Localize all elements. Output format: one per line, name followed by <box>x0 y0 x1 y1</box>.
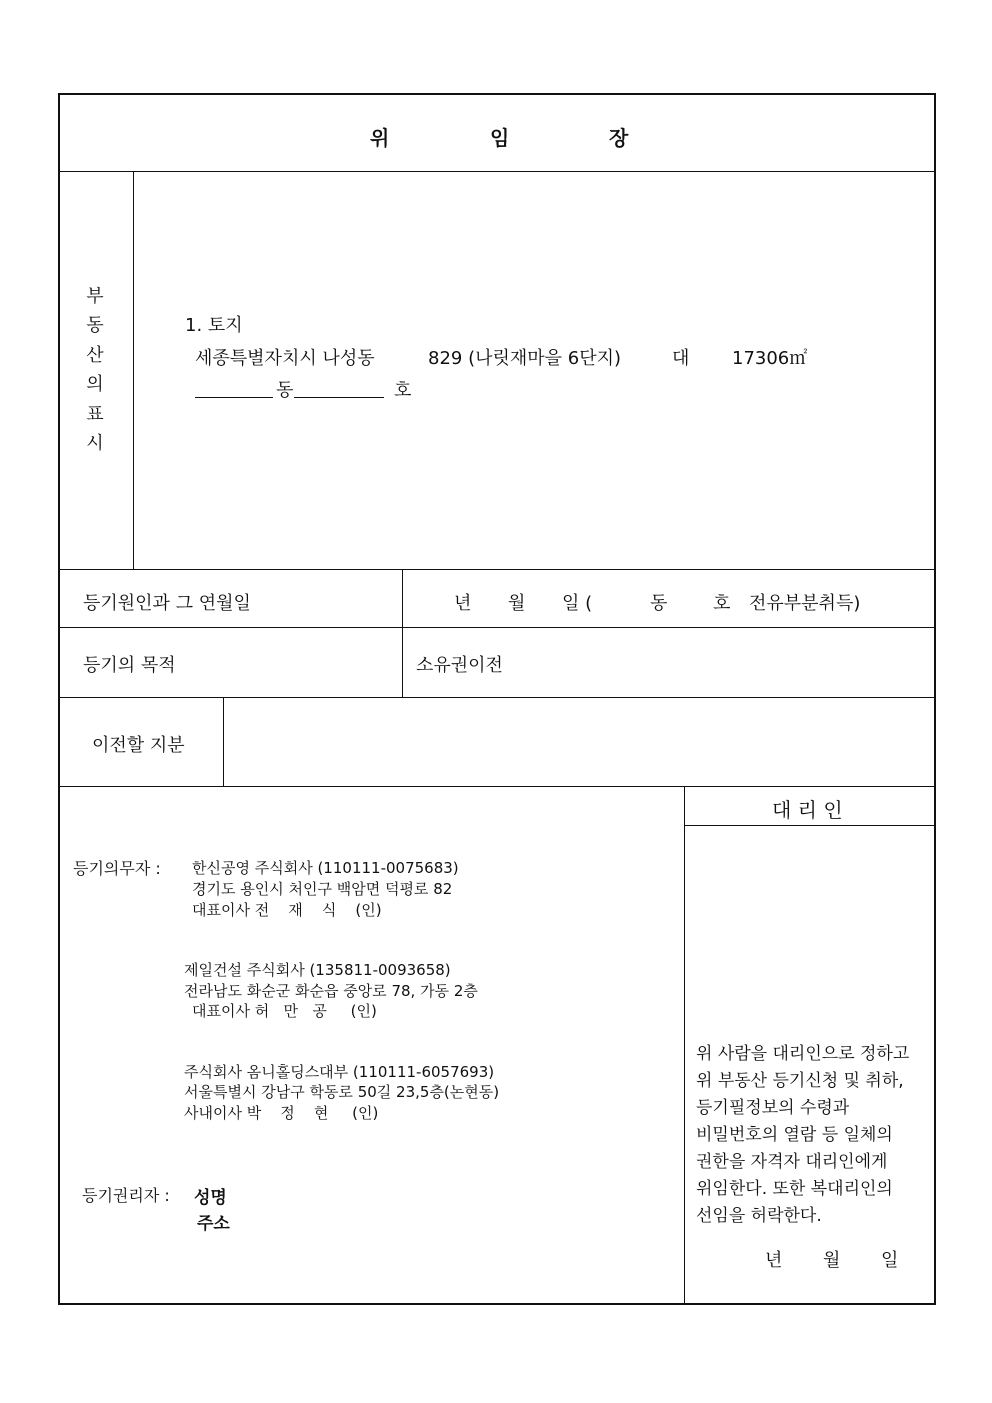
divider <box>402 569 403 697</box>
dong-blank[interactable] <box>195 379 273 398</box>
statement-line: 위 부동산 등기신청 및 취하, <box>696 1071 904 1091</box>
page-title-char-3: 장 <box>609 126 629 150</box>
statement-line: 등기필정보의 수령과 <box>696 1098 850 1118</box>
agent-header: 대 리 인 <box>772 798 843 822</box>
agent-date-day: 일 <box>881 1250 899 1271</box>
statement-line: 선임을 허락한다. <box>696 1206 822 1226</box>
statement-line: 권한을 자격자 대리인에게 <box>696 1152 888 1172</box>
divider <box>58 569 934 570</box>
share-label: 이전할 지분 <box>92 735 185 756</box>
agent-date-month: 월 <box>823 1250 841 1271</box>
dong-label: 동 <box>276 380 294 401</box>
divider <box>684 786 685 1303</box>
obligor-address: 서울특별시 강남구 학동로 50길 23,5층(논현동) <box>184 1083 500 1101</box>
divider <box>58 786 934 787</box>
purpose-label: 등기의 목적 <box>83 655 176 676</box>
property-label-char: 의 <box>86 374 104 395</box>
property-label-char: 동 <box>86 315 104 336</box>
property-item-line: 1. 토지 <box>185 315 243 336</box>
obligor-address: 전라남도 화순군 화순읍 중앙로 78, 가동 2층 <box>184 982 478 1000</box>
property-label <box>58 172 132 568</box>
ho-label: 호 <box>394 380 412 401</box>
divider <box>58 171 934 172</box>
statement-line: 비밀번호의 열람 등 일체의 <box>696 1125 893 1145</box>
obligor-rep: 사내이사 박 정 현 (인) <box>184 1104 379 1122</box>
cause-suffix: 전유부분취득) <box>749 593 861 614</box>
property-address: 세종특별자치시 나성동 <box>195 348 375 369</box>
cause-ho: 호 <box>713 593 731 614</box>
purpose-value: 소유권이전 <box>416 655 503 676</box>
statement-line: 위 사람을 대리인으로 정하고 <box>696 1044 910 1064</box>
obligor-rep: 대표이사 허 만 공 (인) <box>192 1002 377 1020</box>
obligor-company: 주식회사 옴니홀딩스대부 (110111-6057693) <box>184 1063 495 1081</box>
divider <box>684 825 934 826</box>
divider <box>58 627 934 628</box>
cause-year: 년 <box>454 593 472 614</box>
agent-statement <box>696 1041 909 1230</box>
obligee-address-label: 주소 <box>197 1214 230 1234</box>
cause-day: 일 ( <box>562 593 593 614</box>
cause-month: 월 <box>508 593 526 614</box>
agent-date-year: 년 <box>765 1250 783 1271</box>
obligor-rep: 대표이사 전 재 식 (인) <box>192 901 382 919</box>
cause-label: 등기원인과 그 연월일 <box>83 593 251 614</box>
obligee-label: 등기권리자 : <box>82 1186 170 1205</box>
property-category: 대 <box>672 348 690 369</box>
property-label-char: 산 <box>86 344 104 366</box>
page-title-char-2: 임 <box>490 126 510 150</box>
obligor-address: 경기도 용인시 처인구 백암면 덕평로 82 <box>192 880 453 898</box>
divider <box>58 697 934 698</box>
cause-dong: 동 <box>650 593 668 614</box>
statement-line: 위임한다. 또한 복대리인의 <box>696 1179 893 1199</box>
property-label-char: 시 <box>86 433 104 454</box>
obligee-name-label: 성명 <box>194 1188 227 1208</box>
property-lot: 829 (나릿재마을 6단지) <box>428 348 622 369</box>
property-label-char: 부 <box>86 285 104 307</box>
divider <box>223 697 224 786</box>
ho-blank[interactable] <box>294 379 384 398</box>
obligor-label: 등기의무자 : <box>73 859 161 878</box>
divider <box>133 171 134 569</box>
obligor-company: 제일건설 주식회사 (135811-0093658) <box>184 961 451 979</box>
obligor-company: 한신공영 주식회사 (110111-0075683) <box>192 859 459 877</box>
page-title-char-1: 위 <box>370 126 390 150</box>
property-area: 17306㎡ <box>732 348 808 369</box>
property-label-char: 표 <box>86 403 104 425</box>
